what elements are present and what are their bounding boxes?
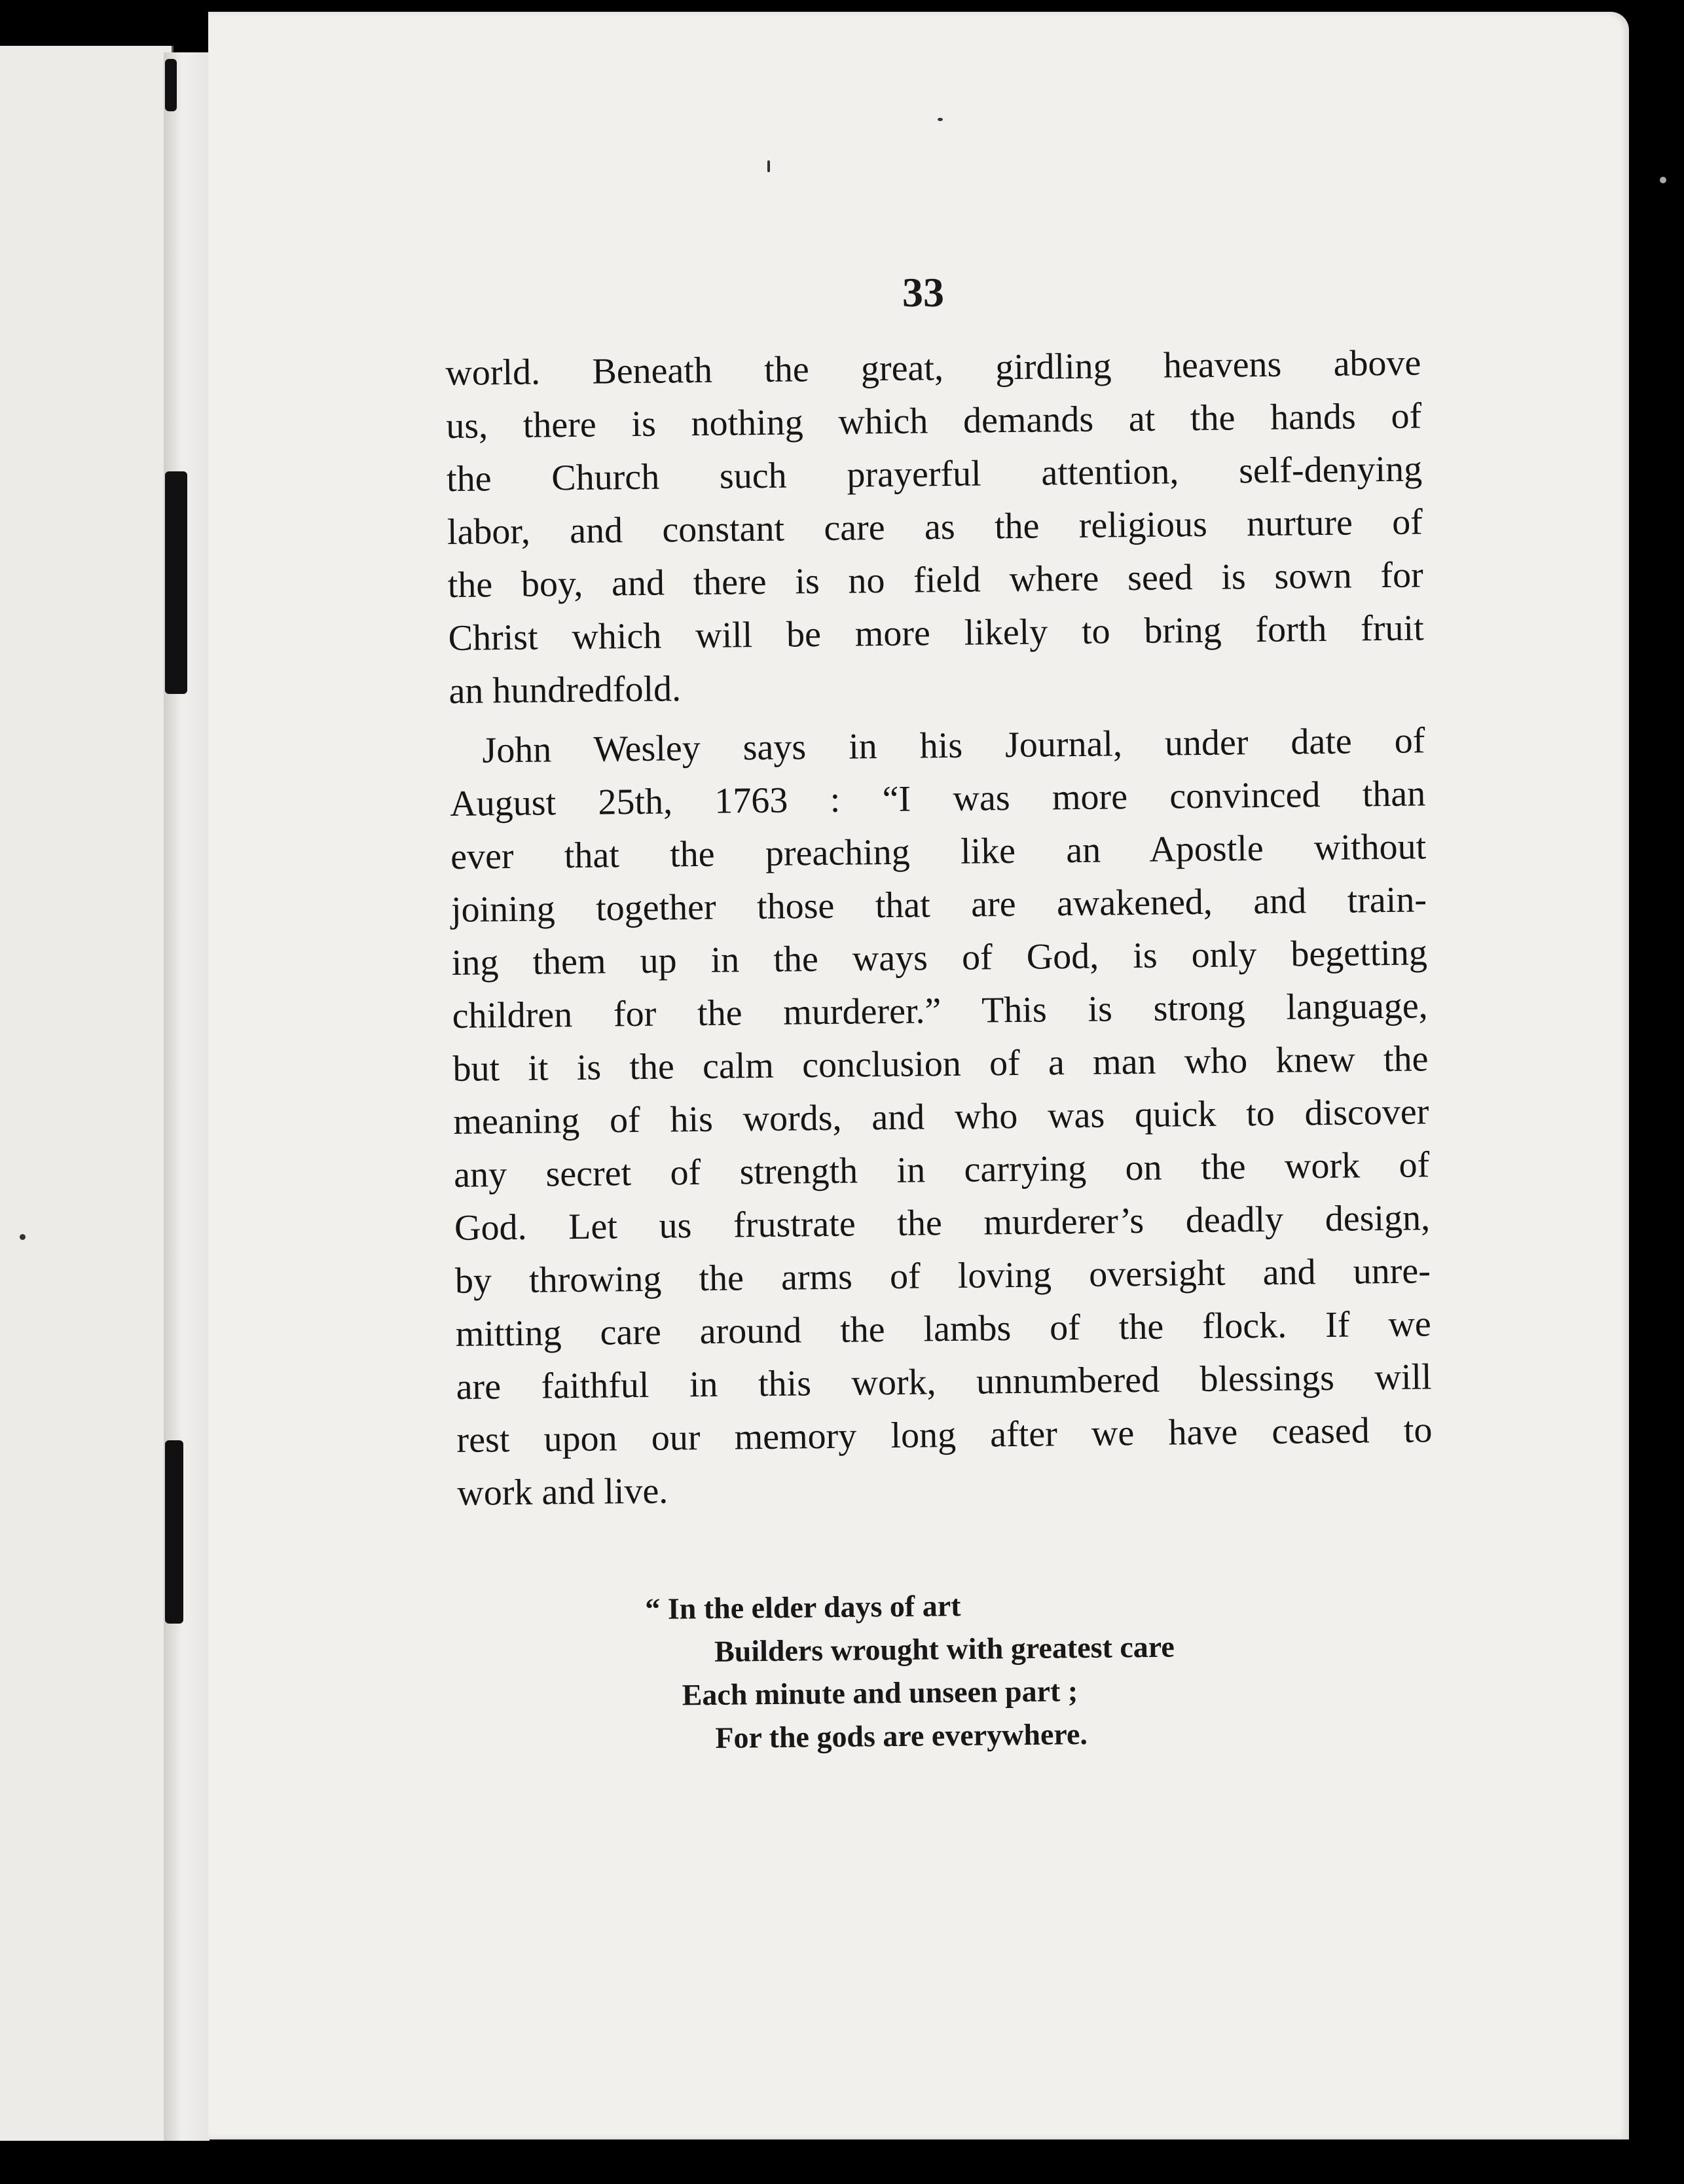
book-spine [164,52,210,2141]
text-line: John Wesley says in his Journal, under date of [482,720,1425,771]
text-line: are faithful in this work, unnumbered blessings will [456,1356,1432,1408]
binding-mark [165,471,187,694]
text-line: joining together those that are awakened, and train- [450,879,1427,930]
text-line: the boy, and there is no field where seed is sown for [447,555,1424,606]
text-line: any secret of strength in carrying on the work of [453,1144,1430,1195]
text-line: August 25th, 1763 : “I was more convinced than [449,773,1426,824]
page-number: 33 [902,269,944,316]
text-line: rest upon our memory long after we have ceased to [456,1410,1433,1461]
text-line: God. Let us frustrate the murderer’s deadly design, [454,1197,1431,1248]
text-line: by throwing the arms of loving oversight and unre- [454,1250,1431,1301]
text-line: ing them up in the ways of God, is only begetting [451,932,1428,983]
text-line: an hundredfold. [448,668,682,712]
scan-speck [1660,177,1666,183]
poem-line: Each minute and unseen part ; [682,1674,1078,1712]
poem-line: For the gods are everywhere. [715,1717,1088,1755]
text-line: ever that the preaching like an Apostle without [450,826,1427,877]
text-line: the Church such prayerful attention, self-denying [446,448,1423,500]
text-line: us, there is nothing which demands at the hands of [445,395,1422,446]
body-text [445,337,1433,1520]
scan-speck [20,1234,26,1240]
scan-speck [938,118,943,121]
text-line: labor, and constant care as the religious nurture of [447,501,1423,553]
text-line: Christ which will be more likely to bring forth fruit [448,608,1424,659]
text-line: meaning of his words, and who was quick to discover [453,1091,1429,1142]
left-page-edge [0,46,174,2141]
poem-line: Builders wrought with greatest care [714,1629,1175,1668]
binding-mark [165,1440,183,1624]
poem-quote [645,1582,1175,1760]
binding-mark [165,59,177,111]
poem-line: “ In the elder days of art [645,1588,961,1626]
text-line: but it is the calm conclusion of a man who knew the [452,1038,1429,1089]
text-line: children for the murderer.” This is strong language, [452,985,1428,1036]
scan-speck [767,160,770,172]
text-line: work and live. [457,1470,668,1514]
text-line: world. Beneath the great, girdling heavens above [445,342,1421,393]
text-line: mitting care around the lambs of the flock. If we [455,1303,1432,1355]
